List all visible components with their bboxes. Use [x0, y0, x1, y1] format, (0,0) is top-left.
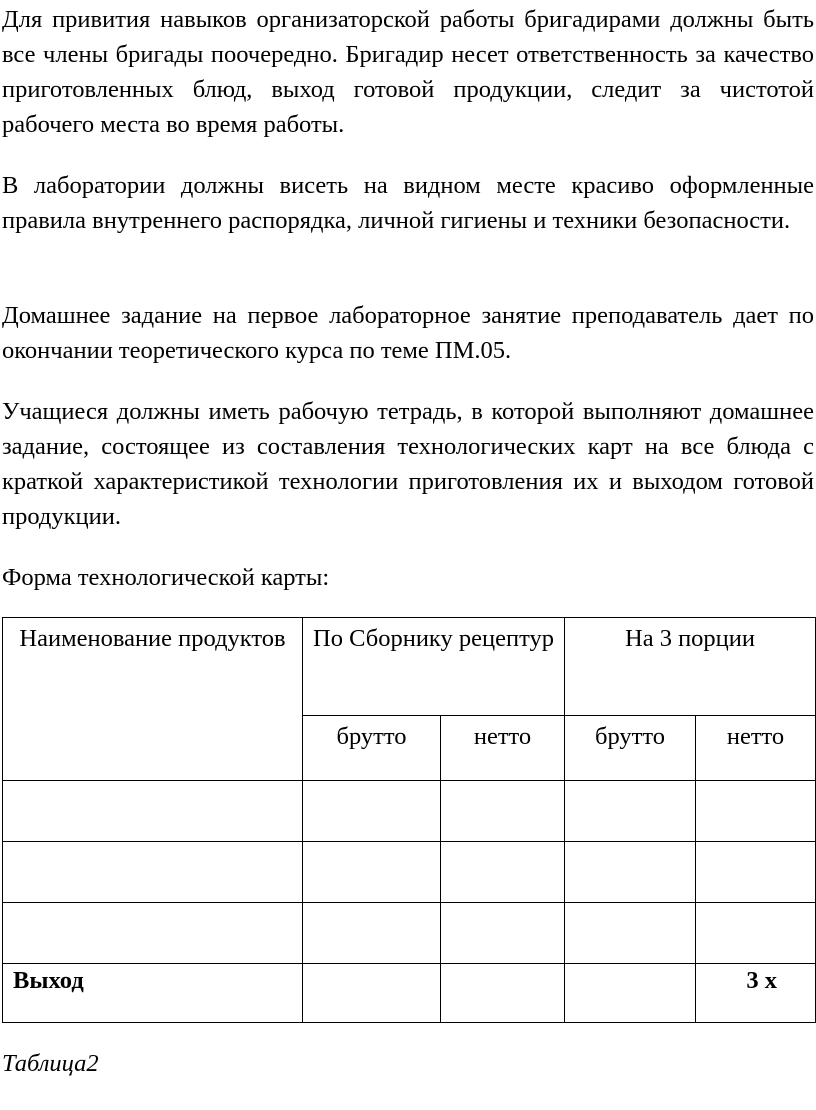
table-cell: [3, 903, 303, 964]
table-cell: [565, 903, 696, 964]
table-row: [3, 781, 816, 842]
table-cell: [565, 842, 696, 903]
paragraph-lab-rules: В лаборатории должны висеть на видном месте красиво оформленные правила внутреннего распорядка, личной гигиены и техники безопасности.: [2, 172, 814, 234]
table-cell: [303, 903, 441, 964]
paragraph-workbook: Учащиеся должны иметь рабочую тетрадь, в которой выполняют домашнее задание, состоящее из составления технологических карт на все блюда с краткой характеристикой технологии приготовления их и выходом готовой продукции.: [2, 398, 814, 530]
header-products: Наименование продуктов: [3, 618, 303, 781]
table-header-row: [3, 618, 816, 716]
table-cell: [696, 781, 816, 842]
output-value: 3 х: [696, 964, 816, 1023]
table-output-row: [3, 964, 816, 1023]
table-cell: [441, 842, 565, 903]
table-cell: [441, 903, 565, 964]
table-cell: [441, 781, 565, 842]
subheader-net-collection: нетто: [441, 716, 565, 781]
paragraph-brigade: Для привития навыков организаторской работы бригадирами должны быть все члены бригады поочередно. Бригадир несет ответственность за качество приготовленных блюд, выход готовой продукции, следит за чистотой рабочего места во время работы.: [2, 6, 814, 138]
output-label: Выход: [3, 964, 303, 1023]
table-cell: [565, 964, 696, 1023]
subheader-net-portions: нетто: [696, 716, 816, 781]
table-cell: [3, 842, 303, 903]
table-cell: [441, 964, 565, 1023]
paragraph-homework: Домашнее задание на первое лабораторное занятие преподаватель дает по окончании теоретического курса по теме ПМ.05.: [2, 302, 814, 364]
table-cell: [696, 903, 816, 964]
table-row: [3, 842, 816, 903]
table-row: [3, 903, 816, 964]
table-cell: [303, 781, 441, 842]
table-caption: Таблица2: [2, 1050, 99, 1077]
subheader-gross-portions: брутто: [565, 716, 696, 781]
paragraph-form-title: Форма технологической карты:: [2, 564, 330, 591]
subheader-gross-collection: брутто: [303, 716, 441, 781]
table-cell: [3, 781, 303, 842]
header-portions: На 3 порции: [565, 618, 816, 716]
header-collection: По Сборнику рецептур: [303, 618, 565, 716]
technological-card-table: [2, 617, 816, 1023]
table-cell: [303, 964, 441, 1023]
table-cell: [565, 781, 696, 842]
table-cell: [696, 842, 816, 903]
table-cell: [303, 842, 441, 903]
